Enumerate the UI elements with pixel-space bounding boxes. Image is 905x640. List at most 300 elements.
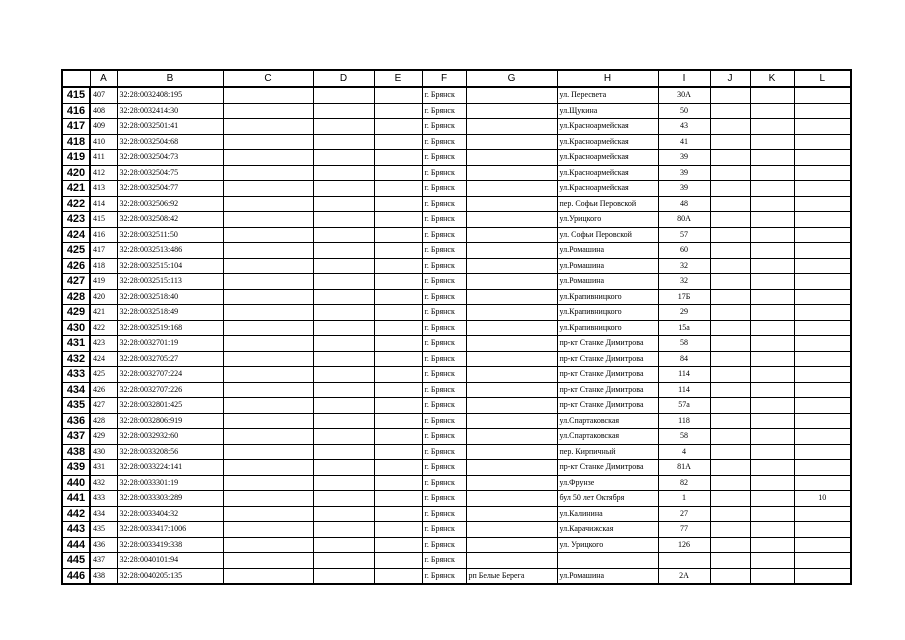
cell-g[interactable] xyxy=(466,429,557,445)
cell-a[interactable]: 416 xyxy=(90,227,117,243)
cell-l[interactable] xyxy=(794,150,851,166)
cell-h[interactable]: ул.Красноармейская xyxy=(557,150,658,166)
cell-g[interactable] xyxy=(466,212,557,228)
cell-c[interactable] xyxy=(223,351,313,367)
cell-f[interactable]: г. Брянск xyxy=(422,491,466,507)
cell-f[interactable]: г. Брянск xyxy=(422,537,466,553)
cell-d[interactable] xyxy=(313,537,374,553)
cell-e[interactable] xyxy=(374,227,422,243)
cell-k[interactable] xyxy=(750,212,794,228)
cell-k[interactable] xyxy=(750,320,794,336)
cell-e[interactable] xyxy=(374,150,422,166)
cell-d[interactable] xyxy=(313,553,374,569)
cell-e[interactable] xyxy=(374,475,422,491)
cell-l[interactable] xyxy=(794,289,851,305)
cell-j[interactable] xyxy=(710,553,750,569)
cell-i[interactable]: 48 xyxy=(658,196,710,212)
cell-f[interactable]: г. Брянск xyxy=(422,367,466,383)
cell-c[interactable] xyxy=(223,243,313,259)
cell-e[interactable] xyxy=(374,382,422,398)
cell-c[interactable] xyxy=(223,305,313,321)
cell-k[interactable] xyxy=(750,351,794,367)
cell-j[interactable] xyxy=(710,351,750,367)
cell-f[interactable]: г. Брянск xyxy=(422,506,466,522)
cell-f[interactable]: г. Брянск xyxy=(422,103,466,119)
cell-f[interactable]: г. Брянск xyxy=(422,320,466,336)
cell-b[interactable]: 32:28:0033417:1006 xyxy=(117,522,223,538)
cell-f[interactable]: г. Брянск xyxy=(422,568,466,584)
cell-a[interactable]: 427 xyxy=(90,398,117,414)
cell-b[interactable]: 32:28:0032707:224 xyxy=(117,367,223,383)
column-header-a[interactable]: A xyxy=(90,70,117,87)
cell-l[interactable] xyxy=(794,460,851,476)
row-number-cell[interactable]: 424 xyxy=(62,227,90,243)
cell-a[interactable]: 435 xyxy=(90,522,117,538)
row-number-cell[interactable]: 418 xyxy=(62,134,90,150)
cell-b[interactable]: 32:28:0032504:75 xyxy=(117,165,223,181)
cell-d[interactable] xyxy=(313,119,374,135)
cell-j[interactable] xyxy=(710,87,750,103)
cell-b[interactable]: 32:28:0032518:40 xyxy=(117,289,223,305)
cell-k[interactable] xyxy=(750,181,794,197)
cell-b[interactable]: 32:28:0032504:73 xyxy=(117,150,223,166)
cell-j[interactable] xyxy=(710,243,750,259)
cell-d[interactable] xyxy=(313,212,374,228)
cell-j[interactable] xyxy=(710,429,750,445)
cell-e[interactable] xyxy=(374,119,422,135)
row-number-cell[interactable]: 432 xyxy=(62,351,90,367)
cell-f[interactable]: г. Брянск xyxy=(422,351,466,367)
cell-g[interactable] xyxy=(466,196,557,212)
cell-d[interactable] xyxy=(313,134,374,150)
cell-g[interactable] xyxy=(466,553,557,569)
cell-e[interactable] xyxy=(374,444,422,460)
cell-h[interactable]: ул.Ромашина xyxy=(557,274,658,290)
cell-b[interactable]: 32:28:0033208:56 xyxy=(117,444,223,460)
cell-f[interactable]: г. Брянск xyxy=(422,119,466,135)
cell-j[interactable] xyxy=(710,165,750,181)
cell-b[interactable]: 32:28:0032515:104 xyxy=(117,258,223,274)
cell-k[interactable] xyxy=(750,227,794,243)
cell-a[interactable]: 412 xyxy=(90,165,117,181)
cell-f[interactable]: г. Брянск xyxy=(422,181,466,197)
cell-b[interactable]: 32:28:0032408:195 xyxy=(117,87,223,103)
row-number-cell[interactable]: 439 xyxy=(62,460,90,476)
row-number-cell[interactable]: 422 xyxy=(62,196,90,212)
cell-j[interactable] xyxy=(710,398,750,414)
cell-l[interactable] xyxy=(794,506,851,522)
column-header-h[interactable]: H xyxy=(557,70,658,87)
cell-d[interactable] xyxy=(313,336,374,352)
cell-d[interactable] xyxy=(313,429,374,445)
cell-a[interactable]: 411 xyxy=(90,150,117,166)
cell-i[interactable]: 27 xyxy=(658,506,710,522)
cell-c[interactable] xyxy=(223,212,313,228)
cell-b[interactable]: 32:28:0032508:42 xyxy=(117,212,223,228)
cell-i[interactable]: 80А xyxy=(658,212,710,228)
cell-g[interactable] xyxy=(466,258,557,274)
cell-i[interactable]: 60 xyxy=(658,243,710,259)
cell-i[interactable]: 82 xyxy=(658,475,710,491)
cell-j[interactable] xyxy=(710,444,750,460)
cell-j[interactable] xyxy=(710,212,750,228)
cell-l[interactable] xyxy=(794,413,851,429)
cell-g[interactable] xyxy=(466,398,557,414)
cell-a[interactable]: 432 xyxy=(90,475,117,491)
cell-k[interactable] xyxy=(750,382,794,398)
cell-e[interactable] xyxy=(374,351,422,367)
cell-d[interactable] xyxy=(313,305,374,321)
cell-k[interactable] xyxy=(750,491,794,507)
cell-c[interactable] xyxy=(223,274,313,290)
cell-h[interactable]: ул.Урицкого xyxy=(557,212,658,228)
cell-k[interactable] xyxy=(750,506,794,522)
cell-l[interactable] xyxy=(794,475,851,491)
cell-l[interactable] xyxy=(794,382,851,398)
cell-e[interactable] xyxy=(374,320,422,336)
cell-l[interactable] xyxy=(794,429,851,445)
cell-k[interactable] xyxy=(750,134,794,150)
cell-d[interactable] xyxy=(313,568,374,584)
cell-i[interactable]: 1 xyxy=(658,491,710,507)
row-number-cell[interactable]: 427 xyxy=(62,274,90,290)
cell-h[interactable]: ул.Карачижская xyxy=(557,522,658,538)
cell-l[interactable] xyxy=(794,243,851,259)
cell-g[interactable] xyxy=(466,444,557,460)
cell-f[interactable]: г. Брянск xyxy=(422,150,466,166)
cell-k[interactable] xyxy=(750,429,794,445)
cell-c[interactable] xyxy=(223,522,313,538)
column-header-j[interactable]: J xyxy=(710,70,750,87)
cell-h[interactable]: ул. Софьи Перовской xyxy=(557,227,658,243)
cell-b[interactable]: 32:28:0040101:94 xyxy=(117,553,223,569)
cell-c[interactable] xyxy=(223,367,313,383)
cell-h[interactable]: ул. Пересвета xyxy=(557,87,658,103)
cell-h[interactable]: ул. Урицкого xyxy=(557,537,658,553)
cell-k[interactable] xyxy=(750,243,794,259)
cell-e[interactable] xyxy=(374,305,422,321)
cell-b[interactable]: 32:28:0033224:141 xyxy=(117,460,223,476)
cell-f[interactable]: г. Брянск xyxy=(422,134,466,150)
cell-g[interactable] xyxy=(466,320,557,336)
cell-d[interactable] xyxy=(313,181,374,197)
cell-e[interactable] xyxy=(374,522,422,538)
cell-c[interactable] xyxy=(223,429,313,445)
cell-e[interactable] xyxy=(374,553,422,569)
cell-d[interactable] xyxy=(313,506,374,522)
cell-a[interactable]: 414 xyxy=(90,196,117,212)
column-header-l[interactable]: L xyxy=(794,70,851,87)
cell-j[interactable] xyxy=(710,103,750,119)
cell-d[interactable] xyxy=(313,289,374,305)
cell-k[interactable] xyxy=(750,553,794,569)
cell-j[interactable] xyxy=(710,336,750,352)
cell-b[interactable]: 32:28:0032515:113 xyxy=(117,274,223,290)
column-header-c[interactable]: C xyxy=(223,70,313,87)
cell-c[interactable] xyxy=(223,87,313,103)
cell-a[interactable]: 424 xyxy=(90,351,117,367)
cell-h[interactable]: пер. Кирпичный xyxy=(557,444,658,460)
cell-a[interactable]: 415 xyxy=(90,212,117,228)
cell-b[interactable]: 32:28:0033303:289 xyxy=(117,491,223,507)
cell-g[interactable] xyxy=(466,243,557,259)
row-number-cell[interactable]: 423 xyxy=(62,212,90,228)
cell-e[interactable] xyxy=(374,413,422,429)
cell-a[interactable]: 420 xyxy=(90,289,117,305)
cell-i[interactable]: 17Б xyxy=(658,289,710,305)
cell-a[interactable]: 434 xyxy=(90,506,117,522)
cell-b[interactable]: 32:28:0032519:168 xyxy=(117,320,223,336)
cell-j[interactable] xyxy=(710,537,750,553)
cell-l[interactable] xyxy=(794,553,851,569)
row-number-cell[interactable]: 419 xyxy=(62,150,90,166)
cell-h[interactable]: ул.Фрунзе xyxy=(557,475,658,491)
cell-c[interactable] xyxy=(223,382,313,398)
row-number-cell[interactable]: 436 xyxy=(62,413,90,429)
cell-f[interactable]: г. Брянск xyxy=(422,196,466,212)
cell-i[interactable]: 114 xyxy=(658,382,710,398)
cell-a[interactable]: 417 xyxy=(90,243,117,259)
cell-l[interactable] xyxy=(794,212,851,228)
cell-l[interactable] xyxy=(794,537,851,553)
cell-i[interactable]: 43 xyxy=(658,119,710,135)
cell-f[interactable]: г. Брянск xyxy=(422,398,466,414)
cell-d[interactable] xyxy=(313,367,374,383)
cell-i[interactable]: 118 xyxy=(658,413,710,429)
cell-g[interactable] xyxy=(466,289,557,305)
cell-k[interactable] xyxy=(750,103,794,119)
cell-h[interactable]: пр-кт Станке Димитрова xyxy=(557,351,658,367)
cell-c[interactable] xyxy=(223,103,313,119)
row-number-cell[interactable]: 421 xyxy=(62,181,90,197)
cell-d[interactable] xyxy=(313,413,374,429)
cell-b[interactable]: 32:28:0032707:226 xyxy=(117,382,223,398)
cell-c[interactable] xyxy=(223,413,313,429)
cell-a[interactable]: 438 xyxy=(90,568,117,584)
cell-g[interactable] xyxy=(466,227,557,243)
cell-a[interactable]: 408 xyxy=(90,103,117,119)
cell-c[interactable] xyxy=(223,196,313,212)
cell-c[interactable] xyxy=(223,553,313,569)
cell-j[interactable] xyxy=(710,413,750,429)
cell-a[interactable]: 422 xyxy=(90,320,117,336)
cell-k[interactable] xyxy=(750,87,794,103)
cell-j[interactable] xyxy=(710,227,750,243)
cell-c[interactable] xyxy=(223,475,313,491)
cell-h[interactable]: ул.Ромашина xyxy=(557,258,658,274)
cell-f[interactable]: г. Брянск xyxy=(422,212,466,228)
cell-i[interactable]: 15а xyxy=(658,320,710,336)
cell-k[interactable] xyxy=(750,258,794,274)
column-header-i[interactable]: I xyxy=(658,70,710,87)
cell-h[interactable]: ул.Крапивницкого xyxy=(557,289,658,305)
row-number-cell[interactable]: 433 xyxy=(62,367,90,383)
cell-b[interactable]: 32:28:0033419:338 xyxy=(117,537,223,553)
cell-b[interactable]: 32:28:0033404:32 xyxy=(117,506,223,522)
cell-k[interactable] xyxy=(750,568,794,584)
cell-f[interactable]: г. Брянск xyxy=(422,227,466,243)
cell-l[interactable] xyxy=(794,196,851,212)
cell-g[interactable] xyxy=(466,181,557,197)
cell-b[interactable]: 32:28:0032414:30 xyxy=(117,103,223,119)
cell-l[interactable] xyxy=(794,87,851,103)
cell-b[interactable]: 32:28:0033301:19 xyxy=(117,475,223,491)
row-number-cell[interactable]: 442 xyxy=(62,506,90,522)
cell-d[interactable] xyxy=(313,196,374,212)
cell-l[interactable] xyxy=(794,351,851,367)
cell-j[interactable] xyxy=(710,289,750,305)
cell-i[interactable]: 84 xyxy=(658,351,710,367)
cell-j[interactable] xyxy=(710,491,750,507)
cell-a[interactable]: 421 xyxy=(90,305,117,321)
cell-l[interactable] xyxy=(794,134,851,150)
row-number-cell[interactable]: 415 xyxy=(62,87,90,103)
cell-c[interactable] xyxy=(223,336,313,352)
cell-d[interactable] xyxy=(313,320,374,336)
cell-d[interactable] xyxy=(313,227,374,243)
cell-k[interactable] xyxy=(750,367,794,383)
cell-l[interactable] xyxy=(794,119,851,135)
row-number-cell[interactable]: 431 xyxy=(62,336,90,352)
row-number-cell[interactable]: 446 xyxy=(62,568,90,584)
cell-f[interactable]: г. Брянск xyxy=(422,475,466,491)
cell-g[interactable] xyxy=(466,537,557,553)
cell-g[interactable] xyxy=(466,150,557,166)
cell-a[interactable]: 437 xyxy=(90,553,117,569)
cell-g[interactable] xyxy=(466,134,557,150)
row-number-cell[interactable]: 417 xyxy=(62,119,90,135)
cell-f[interactable]: г. Брянск xyxy=(422,243,466,259)
cell-k[interactable] xyxy=(750,336,794,352)
cell-c[interactable] xyxy=(223,227,313,243)
cell-i[interactable]: 2А xyxy=(658,568,710,584)
cell-k[interactable] xyxy=(750,537,794,553)
cell-g[interactable] xyxy=(466,413,557,429)
cell-j[interactable] xyxy=(710,258,750,274)
cell-l[interactable] xyxy=(794,320,851,336)
cell-e[interactable] xyxy=(374,367,422,383)
cell-i[interactable]: 57а xyxy=(658,398,710,414)
cell-b[interactable]: 32:28:0032932:60 xyxy=(117,429,223,445)
cell-i[interactable]: 39 xyxy=(658,150,710,166)
cell-i[interactable]: 32 xyxy=(658,274,710,290)
row-number-cell[interactable]: 444 xyxy=(62,537,90,553)
cell-g[interactable]: рп Белые Берега xyxy=(466,568,557,584)
cell-j[interactable] xyxy=(710,320,750,336)
cell-f[interactable]: г. Брянск xyxy=(422,165,466,181)
cell-e[interactable] xyxy=(374,506,422,522)
cell-l[interactable] xyxy=(794,444,851,460)
cell-b[interactable]: 32:28:0032511:50 xyxy=(117,227,223,243)
cell-j[interactable] xyxy=(710,150,750,166)
column-header-d[interactable]: D xyxy=(313,70,374,87)
row-number-cell[interactable]: 420 xyxy=(62,165,90,181)
row-number-cell[interactable]: 437 xyxy=(62,429,90,445)
cell-g[interactable] xyxy=(466,305,557,321)
cell-h[interactable]: пр-кт Станке Димитрова xyxy=(557,398,658,414)
cell-f[interactable]: г. Брянск xyxy=(422,413,466,429)
cell-b[interactable]: 32:28:0032513:486 xyxy=(117,243,223,259)
cell-a[interactable]: 413 xyxy=(90,181,117,197)
cell-e[interactable] xyxy=(374,460,422,476)
cell-e[interactable] xyxy=(374,165,422,181)
cell-h[interactable]: ул.Щукина xyxy=(557,103,658,119)
cell-k[interactable] xyxy=(750,119,794,135)
cell-a[interactable]: 409 xyxy=(90,119,117,135)
cell-e[interactable] xyxy=(374,212,422,228)
cell-c[interactable] xyxy=(223,320,313,336)
cell-b[interactable]: 32:28:0032504:68 xyxy=(117,134,223,150)
cell-i[interactable]: 58 xyxy=(658,336,710,352)
cell-h[interactable]: пр-кт Станке Димитрова xyxy=(557,382,658,398)
cell-b[interactable]: 32:28:0032504:77 xyxy=(117,181,223,197)
column-header-k[interactable]: K xyxy=(750,70,794,87)
cell-b[interactable]: 32:28:0032806:919 xyxy=(117,413,223,429)
cell-i[interactable]: 39 xyxy=(658,181,710,197)
cell-h[interactable]: ул.Красноармейская xyxy=(557,134,658,150)
row-number-cell[interactable]: 416 xyxy=(62,103,90,119)
cell-l[interactable] xyxy=(794,181,851,197)
cell-j[interactable] xyxy=(710,367,750,383)
cell-i[interactable]: 77 xyxy=(658,522,710,538)
cell-j[interactable] xyxy=(710,522,750,538)
cell-c[interactable] xyxy=(223,537,313,553)
cell-e[interactable] xyxy=(374,134,422,150)
row-number-cell[interactable]: 443 xyxy=(62,522,90,538)
cell-d[interactable] xyxy=(313,475,374,491)
cell-l[interactable] xyxy=(794,398,851,414)
cell-d[interactable] xyxy=(313,87,374,103)
cell-l[interactable] xyxy=(794,165,851,181)
cell-j[interactable] xyxy=(710,382,750,398)
cell-h[interactable]: ул.Крапивницкого xyxy=(557,320,658,336)
cell-b[interactable]: 32:28:0032801:425 xyxy=(117,398,223,414)
cell-a[interactable]: 428 xyxy=(90,413,117,429)
cell-i[interactable]: 58 xyxy=(658,429,710,445)
cell-i[interactable]: 32 xyxy=(658,258,710,274)
cell-f[interactable]: г. Брянск xyxy=(422,429,466,445)
cell-i[interactable] xyxy=(658,553,710,569)
cell-c[interactable] xyxy=(223,134,313,150)
corner-cell[interactable] xyxy=(62,70,90,87)
cell-e[interactable] xyxy=(374,87,422,103)
cell-e[interactable] xyxy=(374,537,422,553)
row-number-cell[interactable]: 438 xyxy=(62,444,90,460)
cell-f[interactable]: г. Брянск xyxy=(422,460,466,476)
cell-f[interactable]: г. Брянск xyxy=(422,289,466,305)
cell-a[interactable]: 418 xyxy=(90,258,117,274)
column-header-e[interactable]: E xyxy=(374,70,422,87)
cell-k[interactable] xyxy=(750,196,794,212)
cell-d[interactable] xyxy=(313,274,374,290)
cell-j[interactable] xyxy=(710,134,750,150)
cell-g[interactable] xyxy=(466,103,557,119)
cell-h[interactable]: пр-кт Станке Димитрова xyxy=(557,367,658,383)
cell-e[interactable] xyxy=(374,429,422,445)
cell-g[interactable] xyxy=(466,506,557,522)
cell-g[interactable] xyxy=(466,274,557,290)
cell-i[interactable]: 41 xyxy=(658,134,710,150)
cell-a[interactable]: 430 xyxy=(90,444,117,460)
cell-c[interactable] xyxy=(223,119,313,135)
cell-b[interactable]: 32:28:0032506:92 xyxy=(117,196,223,212)
cell-g[interactable] xyxy=(466,119,557,135)
cell-h[interactable]: бул 50 лет Октября xyxy=(557,491,658,507)
cell-j[interactable] xyxy=(710,196,750,212)
cell-h[interactable]: пер. Софьи Перовской xyxy=(557,196,658,212)
cell-i[interactable]: 29 xyxy=(658,305,710,321)
cell-c[interactable] xyxy=(223,398,313,414)
